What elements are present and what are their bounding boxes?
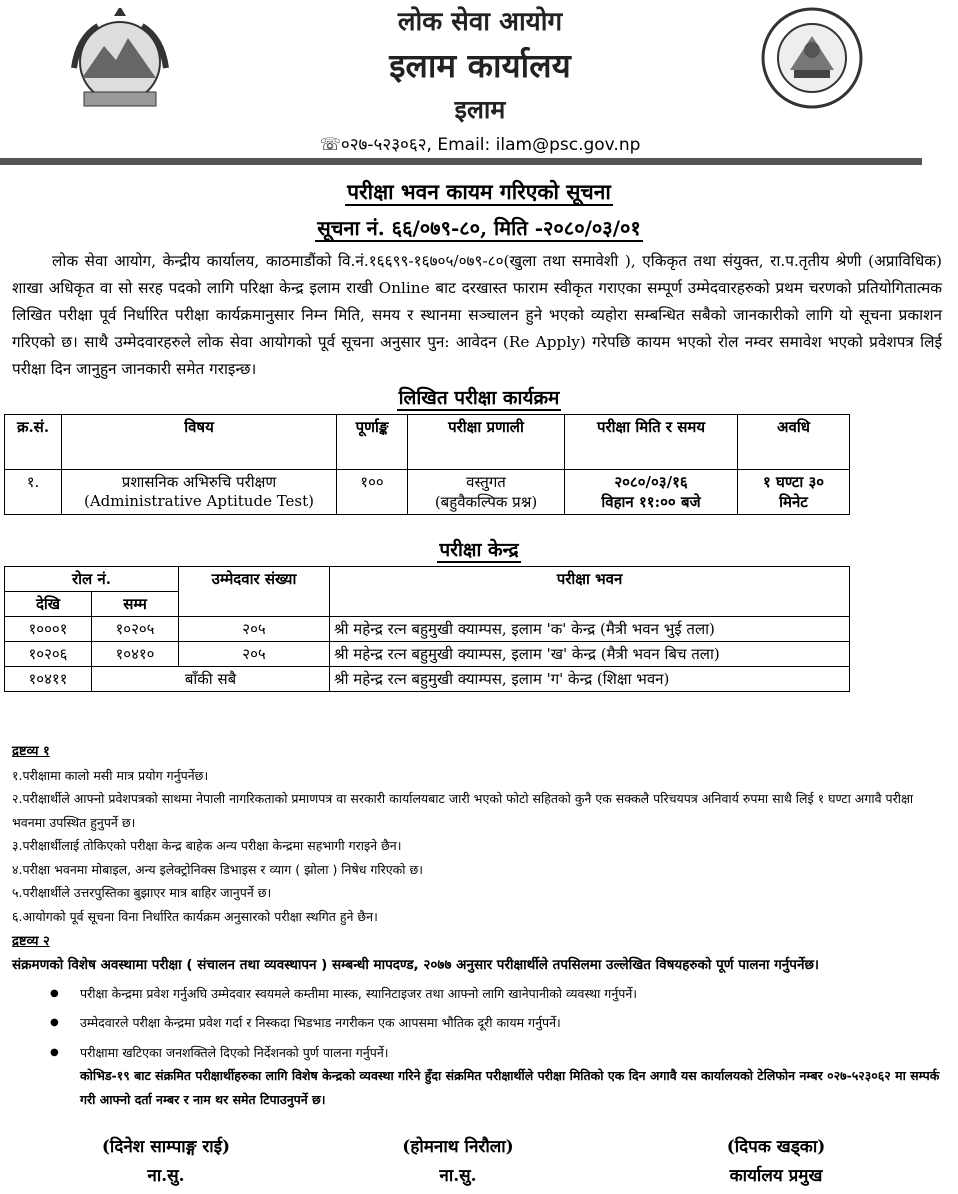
notes1-heading: द्रष्टव्य १	[12, 744, 50, 759]
list-item: ● उम्मेदवारले परीक्षा केन्द्रमा प्रवेश गर्दा र निस्कदा भिडभाड नगरीकन एक आपसमा भौतिक दूरी कायम गर्नुपर्ने।	[12, 1011, 942, 1035]
col-roll: रोल नं.	[5, 567, 179, 592]
list-item: ५.परीक्षार्थीले उत्तरपुस्तिका बुझाएर मात्र बाहिर जानुपर्ने छ।	[12, 885, 272, 900]
cell-subject: प्रशासनिक अभिरुचि परीक्षण (Administrative Aptitude Test)	[62, 470, 337, 515]
header-divider	[0, 158, 922, 165]
table-header-row	[5, 567, 850, 592]
col-date: परीक्षा मिति र समय	[565, 415, 738, 470]
covid-note: कोभिड-१९ बाट संक्रमित परीक्षार्थीहरुका लागि विशेष केन्द्रको व्यवस्था गरिने हुँदा संक्रमित परीक्षार्थीले परीक्षा मितिको एक दिन अगावै यस कार्यालयको टेलिफोन नम्बर ०२७-५२३०६२ मा सम्पर्क गरी आफ्नो दर्ता नम्बर र नाम थर समेत टिपाउनुपर्ने छ।	[80, 1068, 940, 1107]
psc-seal-icon	[760, 6, 864, 110]
list-item: ४.परीक्षा भवनमा मोबाइल, अन्य इलेक्ट्रोनिक्स डिभाइस र व्याग ( झोला ) निषेध गरिएको छ।	[12, 861, 423, 877]
signature-1: (दिनेश साम्पाङ्ग राई) ना.सु.	[101, 1137, 231, 1186]
col-subject: विषय	[62, 415, 337, 470]
centers-heading: परीक्षा केन्द्र	[439, 539, 519, 561]
list-item: १.परीक्षामा कालो मसी मात्र प्रयोग गर्नुपर्नेछ।	[12, 767, 209, 783]
centers-table	[4, 566, 850, 692]
signature-3: (दिपक खड्का) कार्यालय प्रमुख	[726, 1137, 826, 1186]
col-duration: अवधि	[738, 415, 850, 470]
col-count: उम्मेदवार संख्या	[179, 567, 330, 617]
notes2-heading: द्रष्टव्य २	[12, 934, 50, 949]
col-to: सम्म	[92, 592, 179, 617]
col-system: परीक्षा प्रणाली	[408, 415, 565, 470]
notes-section-1	[12, 740, 942, 1111]
list-item: २.परीक्षार्थीले आफ्नो प्रवेशपत्रको साथमा नेपाली नागरिकताको प्रमाणपत्र वा सरकारी कार्यालयबाट जारी भएको फोटो सहितको कुनै एक सक्कलै परिचयपत्र अनिवार्य रुपमा साथै लिई १ घण्टा अगावै परीक्षा भवनमा उपस्थित हुनुपर्ने छ।	[12, 791, 914, 830]
list-item: ● परीक्षामा खटिएका जनशक्तिले दिएको निर्देशनको पुर्ण पालना गर्नुपर्ने।	[12, 1041, 942, 1065]
signature-2: (होमनाथ निरौला) ना.सु.	[402, 1137, 514, 1186]
notice-body: लोक सेवा आयोग, केन्द्रीय कार्यालय, काठमाडौंको वि.नं.१६६९९-१६७०५/०७९-८०(खुला तथा समावेशी ), एकिकृत तथा संयुक्त, रा.प.तृतीय श्रेणी (अप्राविधिक) शाखा अधिकृत वा सो सरह पदको लागि परिक्षा केन्द्र इलाम राखी Online बाट दरखास्त फाराम स्वीकृत गराएका सम्पूर्ण उम्मेदवारहरुको प्रथम चरणको प्रतियोगितात्मक लिखित परीक्षा पूर्व निर्धारित परीक्षा कार्यक्रमानुसार निम्न मिति, समय र स्थानमा सञ्चालन हुने भएको व्यहोरा सम्बन्धित सबैको जानकारीको लागि यो सूचना प्रकाशन गरिएको छ। साथै उम्मेदवारहरुले लोक सेवा आयोगको पूर्व सूचना अनुसार पुन: आवेदन (Re Apply) गरेपछि कायम भएको रोल नम्वर समावेश भएको प्रवेशपत्र लिई परीक्षा दिन जानुहुन जानकारी समेत गराइन्छ।	[12, 252, 942, 378]
office-location: इलाम	[454, 95, 506, 124]
table-row	[5, 470, 850, 515]
notes2-intro: संक्रमणको विशेष अवस्थामा परीक्षा ( संचालन तथा व्यवस्थापन ) सम्बन्धी मापदण्ड, २०७७ अनुसार परीक्षार्थीले तपसिलमा उल्लेखित विषयहरुको पूर्ण पालना गर्नुपर्नेछ।	[12, 956, 820, 973]
table-row: १०००१ १०२०५ २०५ श्री महेन्द्र रत्न बहुमुखी क्याम्पस, इलाम 'क' केन्द्र (मैत्री भवन भुई तला)	[5, 617, 850, 642]
col-marks: पूर्णाङ्क	[337, 415, 408, 470]
cell-sn: १.	[5, 470, 62, 515]
notice-number: सूचना नं. ६६/०७९-८०, मिति -२०८०/०३/०१	[317, 216, 641, 240]
col-hall: परीक्षा भवन	[330, 567, 850, 617]
col-from: देखि	[5, 592, 92, 617]
col-sn: क्र.सं.	[5, 415, 62, 470]
cell-duration: १ घण्टा ३० मिनेट	[738, 470, 850, 515]
list-item: ● परीक्षा केन्द्रमा प्रवेश गर्नुअघि उम्मेदवार स्वयमले कम्तीमा मास्क, स्यानिटाइजर तथा आफ्नो लागि खानेपानीको व्यवस्था गर्नुपर्ने।	[12, 982, 942, 1006]
office-name: इलाम कार्यालय	[389, 46, 571, 85]
cell-system: वस्तुगत (बहुवैकल्पिक प्रश्न)	[408, 470, 565, 515]
cell-marks: १००	[337, 470, 408, 515]
notice-title: परीक्षा भवन कायम गरिएको सूचना	[347, 179, 611, 204]
list-item: ३.परीक्षार्थीलाई तोकिएको परीक्षा केन्द्र बाहेक अन्य परीक्षा केन्द्रमा सहभागी गराइने छैन।	[12, 838, 402, 853]
schedule-table	[4, 414, 850, 515]
list-item: ६.आयोगको पूर्व सूचना विना निर्धारित कार्यक्रम अनुसारको परीक्षा स्थगित हुने छैन।	[12, 908, 378, 924]
schedule-heading: लिखित परीक्षा कार्यक्रम	[398, 387, 560, 409]
cell-date: २०८०/०३/१६ विहान ११:०० बजे	[565, 470, 738, 515]
org-name: लोक सेवा आयोग	[397, 7, 563, 37]
table-header-row	[5, 415, 850, 470]
nepal-emblem-icon	[68, 8, 172, 112]
table-row: १०२०६ १०४१० २०५ श्री महेन्द्र रत्न बहुमुखी क्याम्पस, इलाम 'ख' केन्द्र (मैत्री भवन बिच तला)	[5, 642, 850, 667]
table-row: १०४११ बाँकी सबै श्री महेन्द्र रत्न बहुमुखी क्याम्पस, इलाम 'ग' केन्द्र (शिक्षा भवन)	[5, 667, 850, 692]
contact-info: ☏०२७-५२३०६२, Email: ilam@psc.gov.np	[319, 135, 641, 155]
